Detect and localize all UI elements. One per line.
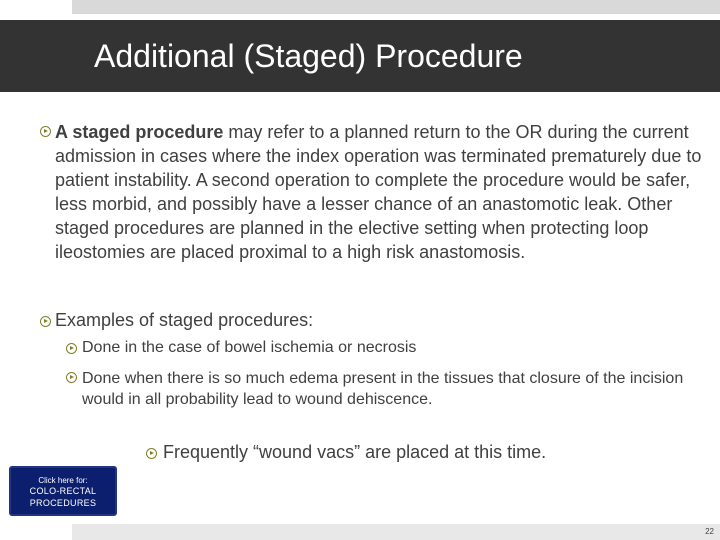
staged-procedure-paragraph — [55, 120, 705, 264]
sub-item-edema: Done when there is so much edema present in the tissues that closure of the incision would in all probability lead to wound dehiscence. — [82, 370, 684, 408]
paragraph-body: may refer to a planned return to the OR during the current admission in cases where the index operation was terminated prematurely due to patient instability. A second operation to complete the procedure would be safer, less morbid, and possibly have a lesser chance of an anastomotic leak. Other staged procedures are planned in the elective setting when protecting loop ileostomies are placed proximal to a high risk anastomosis. — [55, 122, 702, 262]
examples-heading: Examples of staged procedures: — [55, 310, 314, 330]
page-number: 22 — [705, 527, 714, 536]
circle-arrow-bullet-icon — [66, 372, 77, 383]
link-line-2: PROCEDURES — [29, 498, 97, 508]
circle-arrow-bullet-icon — [40, 126, 51, 137]
footer-strip — [72, 524, 720, 540]
top-decor-strip — [72, 0, 720, 14]
circle-arrow-bullet-icon — [146, 448, 157, 459]
slide-title: Additional (Staged) Procedure — [94, 38, 523, 74]
link-line-1: COLO-RECTAL — [29, 486, 97, 496]
sub-item-ischemia: Done in the case of bowel ischemia or necrosis — [82, 339, 417, 356]
paragraph-bold-lead: A staged procedure — [55, 122, 224, 142]
link-caption: Click here for: — [38, 476, 88, 485]
colorectal-procedures-link-button[interactable] — [9, 466, 117, 516]
circle-arrow-bullet-icon — [66, 343, 77, 354]
circle-arrow-bullet-icon — [40, 316, 51, 327]
sub-item-wound-vacs: Frequently “wound vacs” are placed at this time. — [163, 442, 547, 462]
